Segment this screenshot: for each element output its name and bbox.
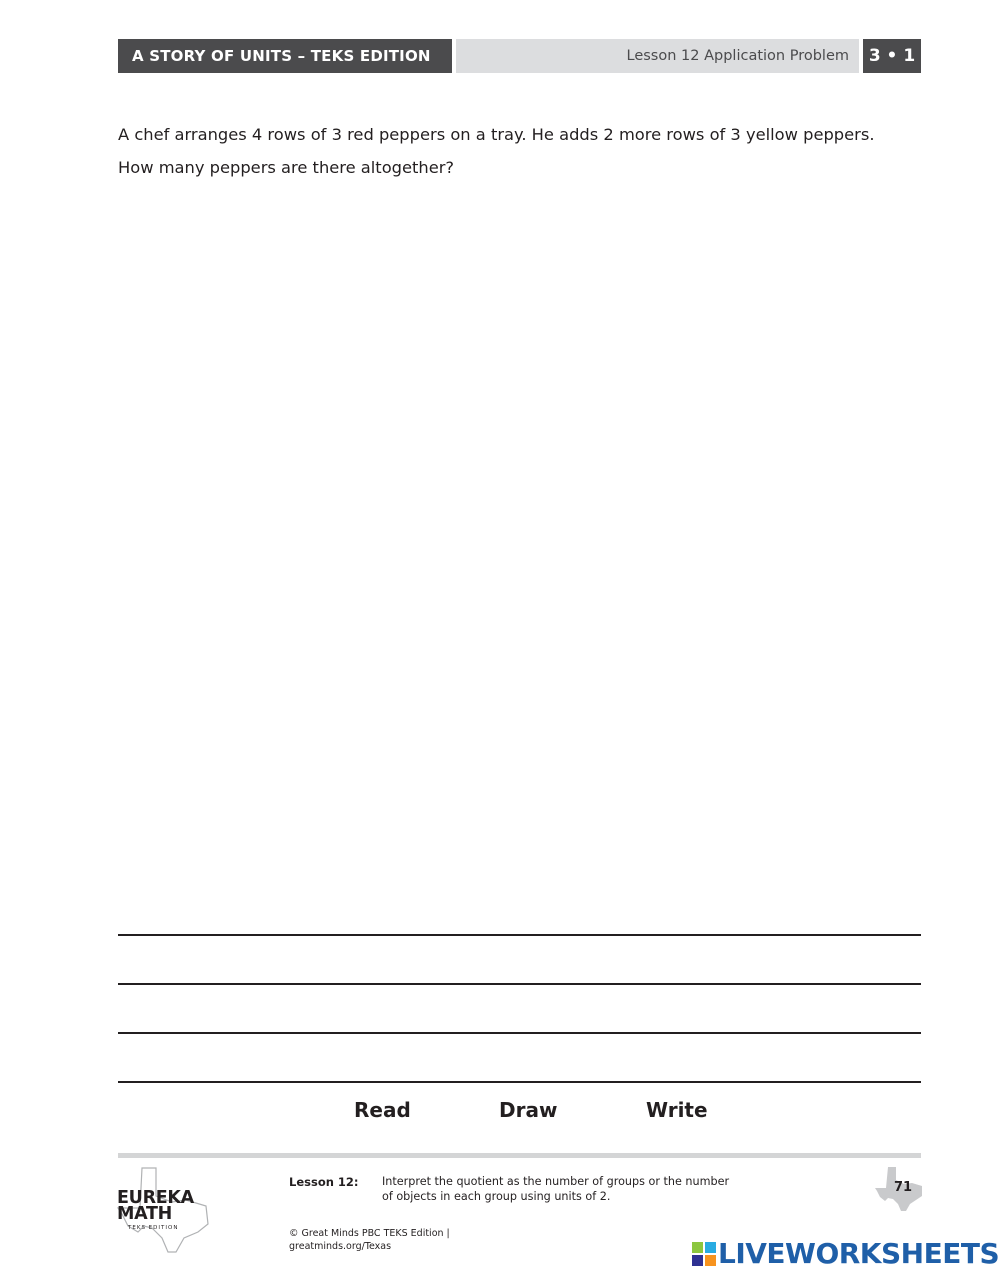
grade-module-badge: 3 • 1: [863, 39, 921, 73]
footer-divider: [118, 1153, 921, 1158]
draw-label: Draw: [499, 1098, 558, 1122]
liveworksheets-text: LIVEWORKSHEETS: [718, 1237, 1000, 1270]
footer-lesson-label: Lesson 12:: [289, 1175, 359, 1189]
write-label: Write: [646, 1098, 708, 1122]
lesson-title: Lesson 12 Application Problem: [456, 39, 859, 73]
logo-subtitle: TEKS EDITION: [128, 1225, 179, 1231]
answer-line-4[interactable]: [118, 1081, 921, 1083]
liveworksheets-logo-icon: [692, 1242, 716, 1266]
problem-line-1: A chef arranges 4 rows of 3 red peppers on a tray. He adds 2 more rows of 3 yellow peppers.: [118, 125, 875, 144]
read-label: Read: [354, 1098, 411, 1122]
series-title: A STORY OF UNITS – TEKS EDITION: [118, 39, 452, 73]
problem-line-2: How many peppers are there altogether?: [118, 158, 455, 177]
footer-lesson-description: Interpret the quotient as the number of groups or the number of objects in each group using units of 2.: [382, 1175, 730, 1203]
liveworksheets-watermark[interactable]: [692, 1237, 999, 1271]
problem-text: [118, 118, 918, 184]
page-number: 71: [894, 1180, 913, 1195]
copyright: © Great Minds PBC TEKS Edition | greatminds.org/Texas: [289, 1228, 450, 1252]
answer-line-2[interactable]: [118, 983, 921, 985]
answer-line-1[interactable]: [118, 934, 921, 936]
eureka-math-logo: EUREKA MATH: [117, 1188, 194, 1224]
answer-line-3[interactable]: [118, 1032, 921, 1034]
